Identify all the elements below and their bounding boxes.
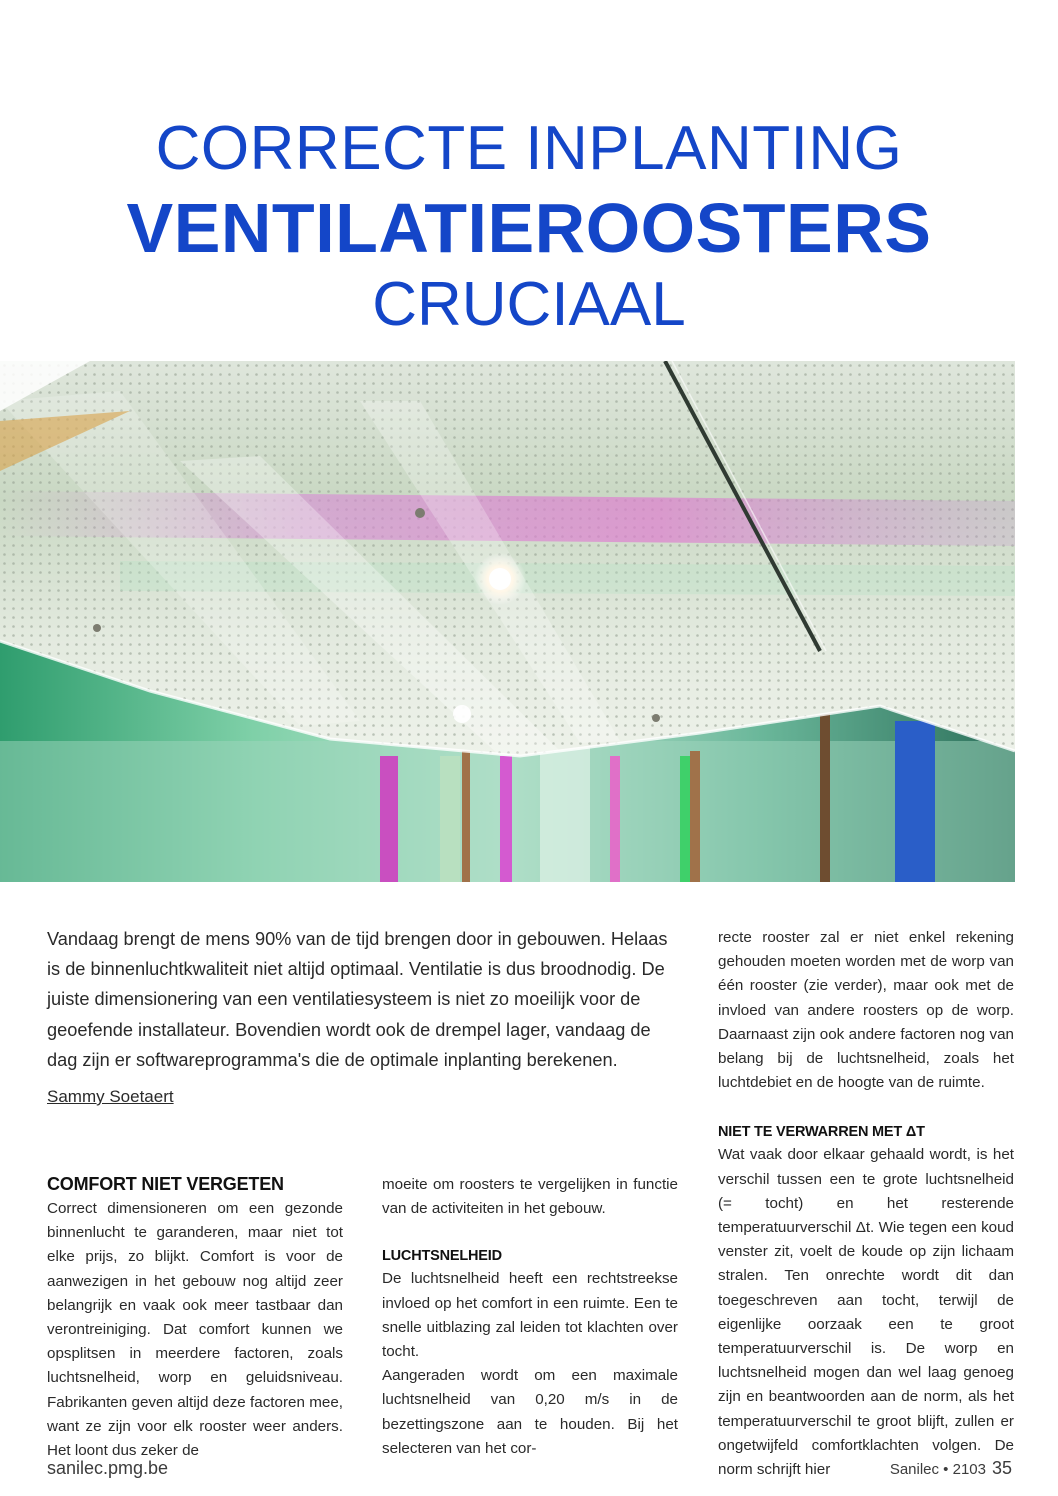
column-2 (382, 1173, 678, 1461)
title-line-1: CORRECTE INPLANTING (155, 114, 903, 183)
footer-website: sanilec.pmg.be (47, 1458, 169, 1478)
title-line-2: VENTILATIEROOSTERS (126, 189, 932, 267)
paragraph-comfort: Correct dimensioneren om een gezonde binnenlucht te garanderen, maar niet tot elke prijs, zo blijkt. Comfort is voor de aanwezigen in het gebouw nog altijd zeer belangrijk en vaak ook meer tastbaar dan verontreiniging. Dat comfort kunnen we opsplitsen in meerdere factoren, zoals luchtsnelheid, worp en geluidsniveau. Fabrikanten geven altijd deze factoren mee, want ze zijn voor elk rooster weer anders. Het loont dus zeker de (47, 1200, 343, 1460)
paragraph-luchtsnelheid-1: De luchtsnelheid heeft een rechtstreekse invloed op het comfort in een ruimte. Een te snelle uitblazing zal leiden tot klachten over tocht. (382, 1270, 678, 1361)
heading-delta-t: NIET TE VERWARREN MET ΔT (718, 1124, 925, 1141)
footer-magazine: Sanilec • 2103 (889, 1461, 986, 1478)
title-line-3: CRUCIAAL (372, 270, 686, 339)
paragraph-comfort-continued: moeite om roosters te vergelijken in functie van de activiteiten in het gebouw. (382, 1176, 678, 1218)
footer-issue (890, 1458, 1012, 1479)
paragraph-luchtsnelheid-continued: recte rooster zal er niet enkel rekening gehouden moeten worden met de worp van één rooster (zie verder), maar ook met de invloed van andere roosters op de worp. Daarnaast zijn ook andere factoren nog van belang bij de luchtsnelheid, zoals het luchtdebiet en de hoogte van de ruimte. (718, 929, 1014, 1092)
page-number: 35 (991, 1458, 1012, 1478)
heading-comfort: COMFORT NIET VERGETEN (47, 1174, 284, 1194)
intro-paragraph: Vandaag brengt de mens 90% van de tijd brengen door in gebouwen. Helaas is de binnenluchtkwaliteit niet altijd optimaal. Ventilatie is dus broodnodig. De juiste dimensionering van een ventilatiesysteem is niet zo moeilijk voor de geoefende installateur. Bovendien wordt ook de drempel lager, vandaag de dag zijn er softwareprogramma's die de optimale inplanting berekenen. (47, 929, 668, 1070)
author-byline: Sammy Soetaert (47, 1087, 174, 1106)
paragraph-delta-t: Wat vaak door elkaar gehaald wordt, is het verschil tussen een te grote luchtsnelheid (= tocht) en het resterende temperatuurverschil Δt. Wie tegen een koud venster zit, voelt de koude op zijn lichaam stralen. Ten onrechte wordt dit dan toegeschreven aan tocht, terwijl de eigenlijke oorzaak een te groot temperatuurverschil is. De worp en luchtsnelheid mogen dan wel laag genoeg zijn en beantwoorden aan de norm, als het temperatuurverschil te groot blijft, zullen er ongetwijfeld comfortklachten volgen. De norm schrijft hier (718, 1146, 1014, 1479)
ceiling-photo (0, 361, 1015, 882)
column-1 (47, 1171, 343, 1463)
column-3 (718, 926, 1014, 1482)
paragraph-luchtsnelheid-2: Aangeraden wordt om een maximale luchtsnelheid van 0,20 m/s in de bezettingszone aan te houden. Bij het selecteren van het cor- (382, 1367, 678, 1457)
heading-luchtsnelheid: LUCHTSNELHEID (382, 1248, 502, 1265)
